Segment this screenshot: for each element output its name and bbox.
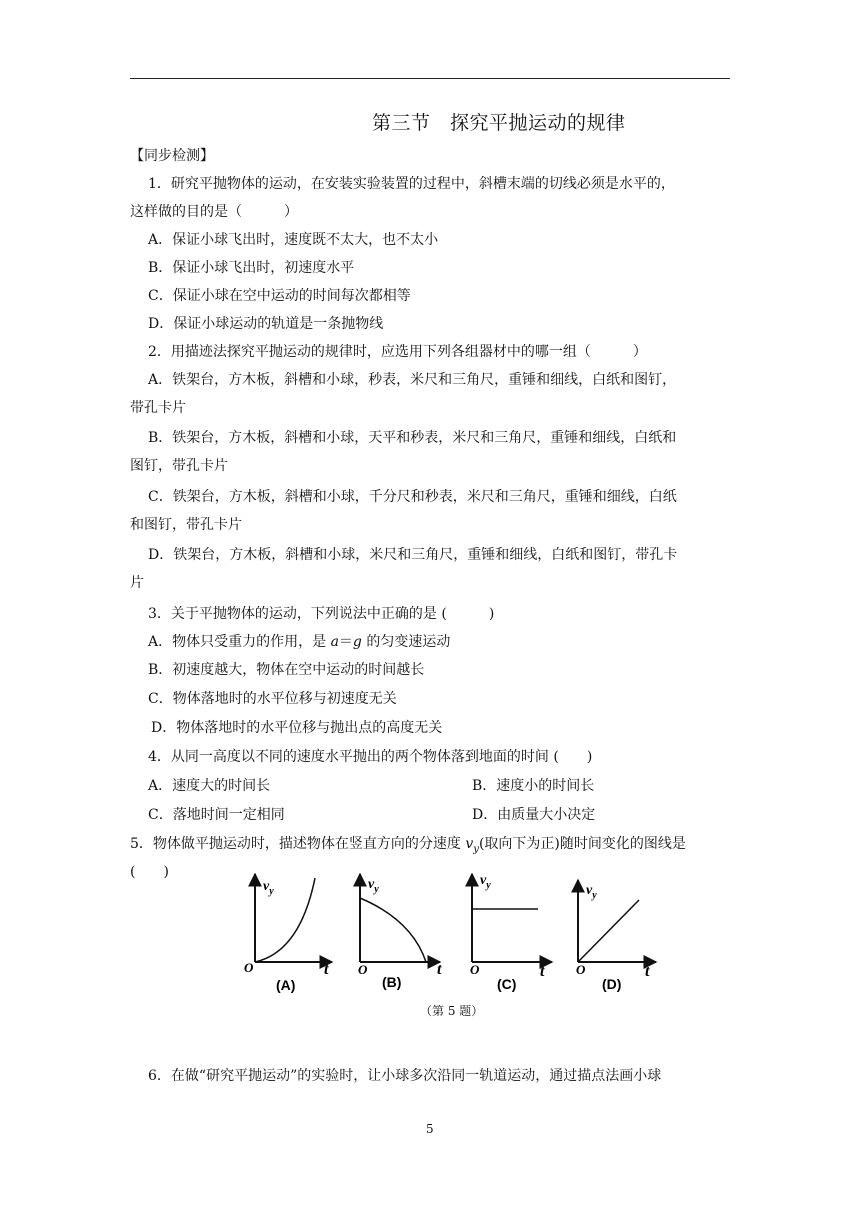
q1-option-c: C．保证小球在空中运动的时间每次都相等: [148, 288, 411, 304]
graph-c-ylabel: $v_y$: [480, 873, 491, 891]
q4-option-c: C．落地时间一定相同: [148, 807, 285, 823]
q3-option-a-text: A．物体只受重力的作用，是: [148, 634, 331, 650]
q2-option-b-line1: B．铁架台，方木板，斜槽和小球，天平和秒表，米尺和三角尺，重锤和细线，白纸和: [148, 430, 677, 446]
q5-bracket: ( ): [130, 864, 169, 880]
graph-a: [244, 874, 332, 993]
graph-b-curve: [360, 898, 426, 962]
q2-option-d-line1: D．铁架台，方木板，斜槽和小球，米尺和三角尺，重锤和细线，白纸和图钉，带孔卡: [148, 547, 678, 563]
q4-option-d: D．由质量大小决定: [472, 807, 596, 823]
header-rule: [130, 78, 730, 79]
q3-var-a: a: [330, 634, 339, 650]
q1-option-a: A．保证小球飞出时，速度既不太大，也不太小: [148, 232, 439, 248]
graph-a-ylabel: $v_y$: [263, 879, 274, 897]
q5-stem-tail: (取向下为正)随时间变化的图线是: [478, 836, 686, 852]
graph-d: [576, 880, 656, 992]
q3-var-g: g: [352, 634, 362, 650]
q2-option-b-line2: 图钉，带孔卡片: [130, 458, 228, 474]
q5-var-v: v: [465, 836, 474, 852]
graph-c-origin: O: [470, 962, 480, 977]
q1-option-d: D．保证小球运动的轨道是一条抛物线: [148, 316, 384, 332]
graph-b-xlabel: t: [437, 961, 442, 978]
q3-option-b: B．初速度越大，物体在空中运动的时间越长: [148, 662, 425, 678]
q2-stem: 2．用描迹法探究平抛运动的规律时，应选用下列各组器材中的哪一组（ ）: [148, 344, 647, 360]
q5-stem: [130, 834, 686, 860]
graph-b-label: (B): [382, 974, 402, 990]
graph-a-xlabel: t: [324, 961, 329, 978]
q3-equals: ＝: [338, 634, 353, 650]
q3-stem: 3．关于平抛物体的运动，下列说法中正确的是 ( ): [148, 606, 495, 622]
q3-option-a-tail: 的匀变速运动: [361, 634, 451, 650]
graph-b-origin: O: [358, 962, 368, 977]
section-heading: 【同步检测】: [130, 148, 214, 164]
page-title: 第三节 探究平抛运动的规律: [372, 112, 626, 134]
q5-caption: （第 5 题）: [420, 1004, 484, 1018]
graph-c: [470, 873, 552, 992]
q2-option-a-line2: 带孔卡片: [130, 400, 186, 416]
q4-stem: 4．从同一高度以不同的速度水平抛出的两个物体落到地面的时间 ( ): [148, 749, 593, 765]
graph-d-label: (D): [602, 976, 622, 992]
graph-a-label: (A): [276, 977, 296, 993]
q1-stem-line1: 1．研究平抛物体的运动，在安装实验装置的过程中，斜槽末端的切线必须是水平的，: [148, 176, 675, 192]
q5-stem-text: 5．物体做平抛运动时，描述物体在竖直方向的分速度: [130, 836, 466, 852]
q4-option-b: B．速度小的时间长: [472, 778, 595, 794]
q5-var-sub: y: [473, 843, 479, 855]
q1-stem-line2: 这样做的目的是（ ）: [130, 204, 298, 220]
q3-option-d: D．物体落地时的水平位移与抛出点的高度无关: [151, 720, 443, 736]
graph-a-origin: O: [244, 960, 254, 975]
q3-option-c: C．物体落地时的水平位移与初速度无关: [148, 691, 397, 707]
q2-option-c-line1: C．铁架台，方木板，斜槽和小球，千分尺和秒表，米尺和三角尺，重锤和细线，白纸: [148, 489, 677, 505]
graph-b: [358, 874, 442, 990]
q2-option-d-line2: 片: [130, 575, 144, 591]
q2-option-c-line2: 和图钉，带孔卡片: [130, 517, 242, 533]
graph-d-xlabel: t: [645, 963, 650, 980]
q6-stem: 6．在做“研究平抛运动”的实验时，让小球多次沿同一轨道运动，通过描点法画小球: [148, 1068, 662, 1084]
page-number: 5: [426, 1122, 434, 1136]
q5-graphs-svg: [240, 868, 670, 998]
graph-b-ylabel: $v_y$: [368, 877, 379, 895]
q4-option-a: A．速度大的时间长: [148, 778, 271, 794]
graph-d-ylabel: $v_y$: [586, 883, 597, 901]
q2-option-a-line1: A．铁架台，方木板，斜槽和小球，秒表，米尺和三角尺，重锤和细线，白纸和图钉，: [148, 372, 677, 388]
graph-d-origin: O: [576, 962, 586, 977]
graph-d-line: [578, 900, 639, 962]
graph-c-xlabel: t: [540, 963, 545, 980]
graph-c-label: (C): [497, 976, 517, 992]
q1-option-b: B．保证小球飞出时，初速度水平: [148, 260, 355, 276]
q5-graphs: [240, 868, 670, 998]
q3-option-a: [148, 632, 450, 652]
